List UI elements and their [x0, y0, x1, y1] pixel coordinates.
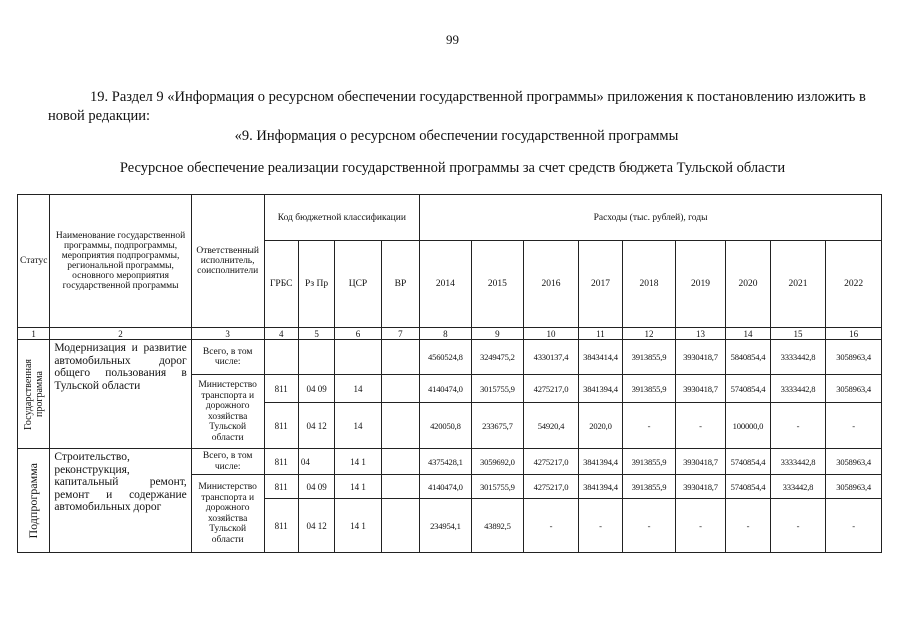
- value-cell: 3058963,4: [826, 449, 882, 475]
- grbs-cell: [264, 340, 298, 375]
- column-number: 15: [770, 328, 826, 340]
- status-cell: [18, 340, 50, 449]
- value-cell: 54920,4: [524, 403, 579, 449]
- column-number: 6: [335, 328, 381, 340]
- value-cell: -: [675, 403, 726, 449]
- header-year: 2016: [524, 241, 579, 328]
- header-year: 2019: [675, 241, 726, 328]
- value-cell: -: [726, 499, 770, 553]
- column-number: 7: [381, 328, 419, 340]
- value-cell: 3930418,7: [675, 375, 726, 403]
- value-cell: 420050,8: [420, 403, 472, 449]
- value-cell: 3930418,7: [675, 449, 726, 475]
- csr-cell: 14: [335, 403, 381, 449]
- header-year: 2020: [726, 241, 770, 328]
- value-cell: 4275217,0: [524, 375, 579, 403]
- value-cell: 3930418,7: [675, 475, 726, 499]
- value-cell: 5840854,4: [726, 340, 770, 375]
- value-cell: 43892,5: [471, 499, 524, 553]
- header-year: 2014: [420, 241, 472, 328]
- column-number: 9: [471, 328, 524, 340]
- value-cell: 3015755,9: [471, 375, 524, 403]
- value-cell: 3841394,4: [578, 449, 622, 475]
- header-status: Статус: [18, 195, 50, 328]
- value-cell: 4275217,0: [524, 449, 579, 475]
- value-cell: 3249475,2: [471, 340, 524, 375]
- value-cell: 3913855,9: [623, 475, 676, 499]
- executor-cell: Министерство транспорта и дорожного хозяйства Тульской области: [191, 475, 264, 553]
- rzpr-cell: 04 09: [298, 375, 334, 403]
- section-heading: «9. Информация о ресурсном обеспечении государственной программы: [234, 128, 679, 144]
- value-cell: -: [826, 403, 882, 449]
- grbs-cell: 811: [264, 449, 298, 475]
- header-year: 2018: [623, 241, 676, 328]
- value-cell: -: [623, 499, 676, 553]
- value-cell: 233675,7: [471, 403, 524, 449]
- header-year: 2015: [471, 241, 524, 328]
- executor-cell: Министерство транспорта и дорожного хозяйства Тульской области: [191, 375, 264, 449]
- table-row: [18, 340, 882, 375]
- value-cell: -: [578, 499, 622, 553]
- column-number: 11: [578, 328, 622, 340]
- grbs-cell: 811: [264, 475, 298, 499]
- value-cell: -: [770, 403, 826, 449]
- header-year: 2017: [578, 241, 622, 328]
- column-number: 1: [18, 328, 50, 340]
- value-cell: 4330137,4: [524, 340, 579, 375]
- resource-table: [17, 194, 882, 553]
- value-cell: 3333442,8: [770, 340, 826, 375]
- column-number: 12: [623, 328, 676, 340]
- table-row: [18, 449, 882, 475]
- value-cell: 3841394,4: [578, 375, 622, 403]
- rzpr-cell: [298, 340, 334, 375]
- value-cell: 3913855,9: [623, 340, 676, 375]
- value-cell: 333442,8: [770, 475, 826, 499]
- column-number: 2: [50, 328, 191, 340]
- header-code: ЦСР: [335, 241, 381, 328]
- value-cell: 3058963,4: [826, 340, 882, 375]
- csr-cell: 14: [335, 375, 381, 403]
- column-number: 14: [726, 328, 770, 340]
- value-cell: 3059692,0: [471, 449, 524, 475]
- header-code: Рз Пр: [298, 241, 334, 328]
- grbs-cell: 811: [264, 375, 298, 403]
- column-number: 8: [420, 328, 472, 340]
- header-name: Наименование государственной программы, подпрограммы, мероприятия подпрограммы, региональной программы, основного мероприятия государственной программы: [50, 195, 191, 328]
- rzpr-cell: 04 09: [298, 475, 334, 499]
- header-code: ВР: [381, 241, 419, 328]
- header-budget-code: Код бюджетной классификации: [264, 195, 420, 241]
- value-cell: 3913855,9: [623, 375, 676, 403]
- value-cell: 5740854,4: [726, 449, 770, 475]
- program-name: Строительство, реконструкция, капитальный ремонт, ремонт и содержание автомобильных дорог: [50, 449, 191, 553]
- value-cell: -: [524, 499, 579, 553]
- csr-cell: 14 1: [335, 475, 381, 499]
- header-year: 2021: [770, 241, 826, 328]
- value-cell: 4560524,8: [420, 340, 472, 375]
- value-cell: 3913855,9: [623, 449, 676, 475]
- value-cell: -: [826, 499, 882, 553]
- vr-cell: [381, 403, 419, 449]
- column-number: 3: [191, 328, 264, 340]
- value-cell: -: [675, 499, 726, 553]
- rzpr-cell: 04: [298, 449, 334, 475]
- status-label: Подпрограмма: [26, 462, 41, 539]
- rzpr-cell: 04 12: [298, 499, 334, 553]
- status-label: Государственная программа: [22, 358, 45, 430]
- value-cell: 3058963,4: [826, 475, 882, 499]
- status-cell: [18, 449, 50, 553]
- vr-cell: [381, 475, 419, 499]
- csr-cell: 14 1: [335, 449, 381, 475]
- header-executor: Ответственный исполнитель, соисполнители: [191, 195, 264, 328]
- header-code: ГРБС: [264, 241, 298, 328]
- value-cell: 4375428,1: [420, 449, 472, 475]
- value-cell: 3015755,9: [471, 475, 524, 499]
- value-cell: 3058963,4: [826, 375, 882, 403]
- executor-cell: Всего, в том числе:: [191, 449, 264, 475]
- table-caption: Ресурсное обеспечение реализации государственной программы за счет средств бюджета Тульской области: [119, 160, 786, 176]
- value-cell: -: [623, 403, 676, 449]
- vr-cell: [381, 499, 419, 553]
- vr-cell: [381, 375, 419, 403]
- grbs-cell: 811: [264, 403, 298, 449]
- value-cell: 5740854,4: [726, 475, 770, 499]
- intro-paragraph: 19. Раздел 9 «Информация о ресурсном обеспечении государственной программы» приложения к постановлению изложить в новой редакции:: [48, 89, 866, 124]
- rzpr-cell: 04 12: [298, 403, 334, 449]
- value-cell: 234954,1: [420, 499, 472, 553]
- column-number: 16: [826, 328, 882, 340]
- csr-cell: [335, 340, 381, 375]
- csr-cell: 14 1: [335, 499, 381, 553]
- column-number: 13: [675, 328, 726, 340]
- value-cell: 3333442,8: [770, 449, 826, 475]
- value-cell: 100000,0: [726, 403, 770, 449]
- value-cell: 4140474,0: [420, 375, 472, 403]
- column-number: 4: [264, 328, 298, 340]
- executor-cell: Всего, в том числе:: [191, 340, 264, 375]
- value-cell: 2020,0: [578, 403, 622, 449]
- column-number: 5: [298, 328, 334, 340]
- column-number: 10: [524, 328, 579, 340]
- value-cell: -: [770, 499, 826, 553]
- value-cell: 4275217,0: [524, 475, 579, 499]
- value-cell: 3333442,8: [770, 375, 826, 403]
- value-cell: 5740854,4: [726, 375, 770, 403]
- page-number: 99: [446, 32, 459, 47]
- value-cell: 3841394,4: [578, 475, 622, 499]
- header-year: 2022: [826, 241, 882, 328]
- vr-cell: [381, 340, 419, 375]
- value-cell: 3930418,7: [675, 340, 726, 375]
- vr-cell: [381, 449, 419, 475]
- value-cell: 4140474,0: [420, 475, 472, 499]
- program-name: Модернизация и развитие автомобильных дорог общего пользования в Тульской области: [50, 340, 191, 449]
- header-expenses: Расходы (тыс. рублей), годы: [420, 195, 882, 241]
- value-cell: 3843414,4: [578, 340, 622, 375]
- grbs-cell: 811: [264, 499, 298, 553]
